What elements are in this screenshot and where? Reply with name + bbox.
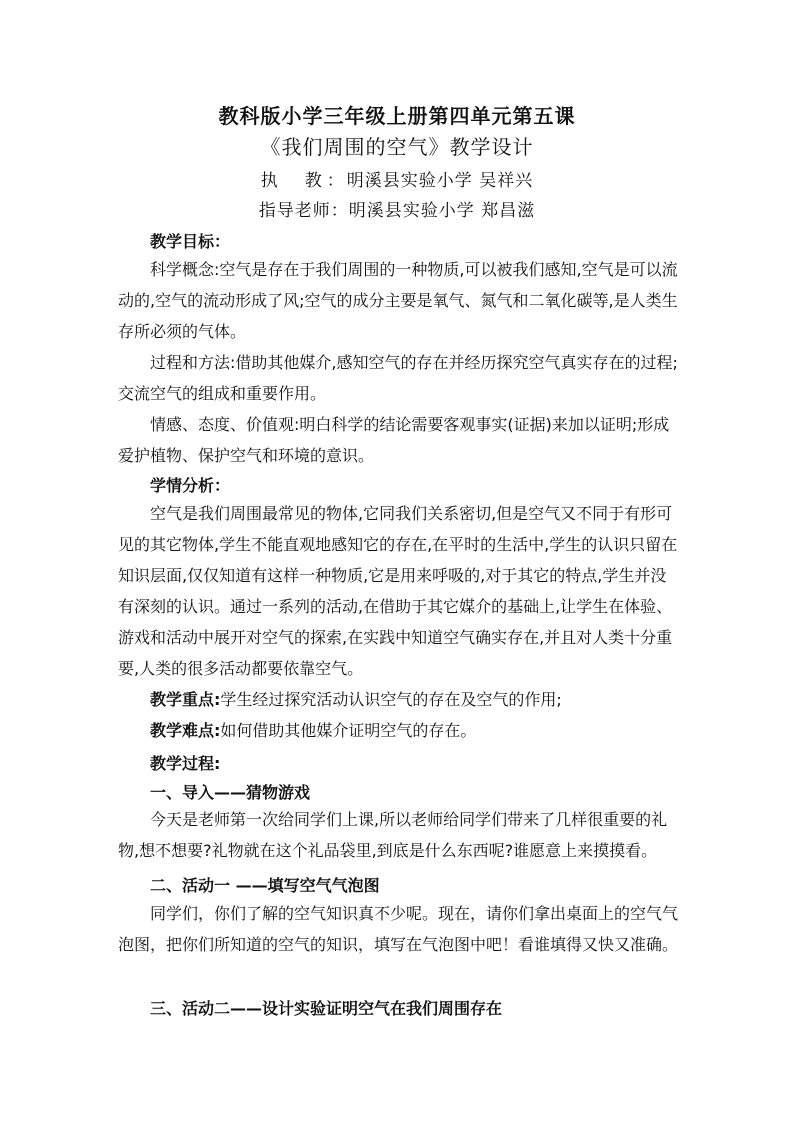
section2-text: 同学们，你们了解的空气知识真不少呢。现在，请你们拿出桌面上的空气气泡图，把你们所知道的空气的知识，填写在气泡图中吧！看谁填得又快又准确。 bbox=[118, 904, 679, 954]
analysis-text: 空气是我们周围最常见的物体,它同我们关系密切,但是空气又不同于有形可见的其它物体,学生不能直观地感知它的存在,在平时的生活中,学生的认识只留在知识层面,仅仅知道有这样一种物质,它是用来呼吸的,对于其它的特点,学生并没有深刻的认识。通过一系列的活动,在借助于其它媒介的基础上,让学生在体验、游戏和活动中展开对空气的探索,在实践中知道空气确实存在,并且对人类十分重要,人类的很多活动都要依靠空气。 bbox=[118, 504, 678, 678]
document-subtitle: 《我们周围的空气》教学设计 bbox=[260, 135, 534, 159]
goals-heading: 教学目标： bbox=[150, 232, 231, 251]
section1-heading: 一、导入——猜物游戏 bbox=[150, 783, 311, 802]
document-title: 教科版小学三年级上册第四单元第五课 bbox=[218, 104, 576, 128]
section2-heading: 二、活动一 ——填写空气气泡图 bbox=[150, 876, 380, 895]
goals-concept: 科学概念:空气是存在于我们周围的一种物质,可以被我们感知,空气是可以流动的,空气的流动形成了风;空气的成分主要是氧气、氮气和二氧化碳等,是人类生存所必须的气体。 bbox=[118, 260, 678, 341]
advisor-label: 指导老师： bbox=[258, 201, 349, 221]
teacher-line bbox=[0, 166, 794, 191]
goals-attitude: 情感、态度、价值观:明白科学的结论需要客观事实(证据)来加以证明;形成爱护植物、保护空气和环境的意识。 bbox=[118, 415, 670, 465]
difficulty bbox=[118, 715, 678, 746]
difficulty-label: 教学难点: bbox=[150, 721, 221, 740]
section1-text: 今天是老师第一次给同学们上课,所以老师给同学们带来了几样很重要的礼物,想不想要?礼物就在这个礼品袋里,到底是什么东西呢?谁愿意上来摸摸看。 bbox=[118, 810, 668, 860]
section3-heading: 三、活动二——设计实验证明空气在我们周围存在 bbox=[150, 999, 503, 1018]
key-point-text: 学生经过探究活动认识空气的存在及空气的作用; bbox=[220, 690, 562, 709]
process-heading: 教学过程: bbox=[150, 754, 221, 773]
teacher-label: 执 教： bbox=[260, 171, 345, 191]
difficulty-text: 如何借助其他媒介证明空气的存在。 bbox=[220, 721, 477, 740]
goals-process: 过程和方法:借助其他媒介,感知空气的存在并经历探究空气真实存在的过程;交流空气的组成和重要作用。 bbox=[118, 353, 678, 403]
advisor-line bbox=[0, 196, 794, 221]
advisor-value: 明溪县实验小学 郑昌滋 bbox=[348, 201, 536, 221]
teacher-value: 明溪县实验小学 吴祥兴 bbox=[346, 171, 534, 191]
key-point-label: 教学重点: bbox=[150, 690, 221, 709]
analysis-heading: 学情分析： bbox=[150, 476, 231, 495]
key-point bbox=[118, 684, 678, 715]
